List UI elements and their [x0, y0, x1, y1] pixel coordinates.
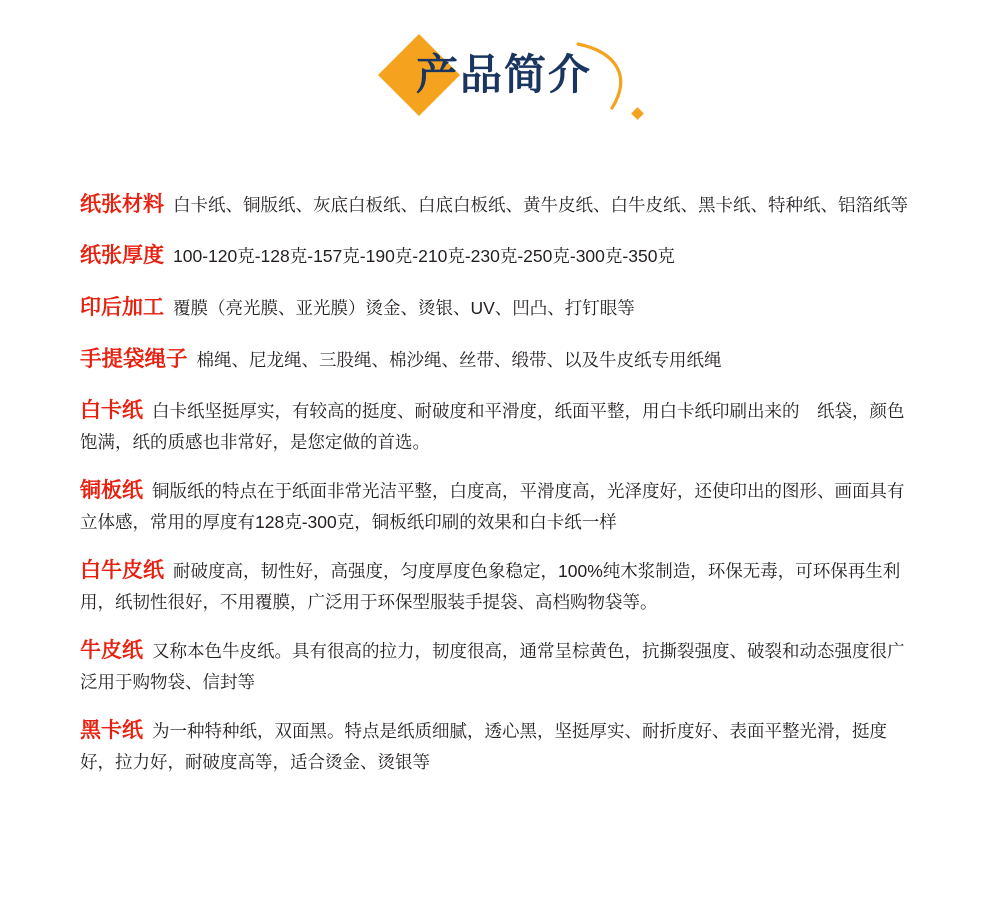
section-paper-material [80, 188, 920, 222]
section-label: 白卡纸 [80, 399, 143, 423]
section-label: 印后加工 [80, 295, 164, 319]
section-label: 牛皮纸 [80, 638, 143, 662]
section-paper-thickness [80, 239, 920, 273]
sections-list [0, 150, 1000, 776]
section-text: 又称本色牛皮纸。具有很高的拉力，韧度很高，通常呈棕黄色，抗撕裂强度、破裂和动态强度很广泛用于购物袋、信封等 [80, 640, 905, 692]
section-label: 黑卡纸 [80, 718, 143, 742]
section-text: 铜版纸的特点在于纸面非常光洁平整，白度高，平滑度高，光泽度好，还使印出的图形、画面具有立体感，常用的厚度有128克-300克，铜板纸印刷的效果和白卡纸一样 [80, 481, 905, 533]
section-label: 手提袋绳子 [80, 347, 188, 372]
section-label: 纸张厚度 [80, 244, 164, 268]
section-text: 白卡纸、铜版纸、灰底白板纸、白底白板纸、黄牛皮纸、白牛皮纸、黑卡纸、特种纸、铝箔纸等 [173, 194, 908, 215]
section-label: 纸张材料 [80, 192, 164, 216]
section-text: 棉绳、尼龙绳、三股绳、棉沙绳、丝带、缎带、以及牛皮纸专用纸绳 [196, 350, 722, 371]
section-text: 100-120克-128克-157克-190克-210克-230克-250克-300克-350克 [173, 246, 675, 267]
section-coated-paper [80, 474, 920, 536]
page-header [0, 0, 1000, 150]
section-text: 为一种特种纸，双面黑。特点是纸质细腻，透心黑，坚挺厚实、耐折度好、表面平整光滑，挺度好，拉力好，耐破度高等，适合烫金、烫银等 [80, 720, 887, 772]
section-text: 耐破度高，韧性好，高强度，匀度厚度色象稳定，100%纯木浆制造，环保无毒，可环保再生利用，纸韧性很好，不用覆膜，广泛用于环保型服装手提袋、高档购物袋等。 [80, 561, 901, 613]
section-post-print-processing [80, 291, 920, 325]
section-white-kraft-paper [80, 554, 920, 616]
section-text: 覆膜（亮光膜、亚光膜）烫金、烫银、UV、凹凸、打钉眼等 [173, 297, 635, 318]
section-black-card-paper [80, 714, 920, 776]
page-title: 产品简介 [415, 51, 592, 98]
section-text: 白卡纸坚挺厚实，有较高的挺度、耐破度和平滑度，纸面平整，用白卡纸印刷出来的 纸袋，颜色饱满，纸的质感也非常好，是您定做的首选。 [80, 401, 905, 453]
section-white-card-paper [80, 394, 920, 456]
section-label: 铜板纸 [80, 479, 143, 503]
section-handbag-rope [80, 342, 920, 377]
title-block [402, 30, 598, 120]
section-kraft-paper [80, 634, 920, 696]
section-label: 白牛皮纸 [80, 559, 164, 583]
